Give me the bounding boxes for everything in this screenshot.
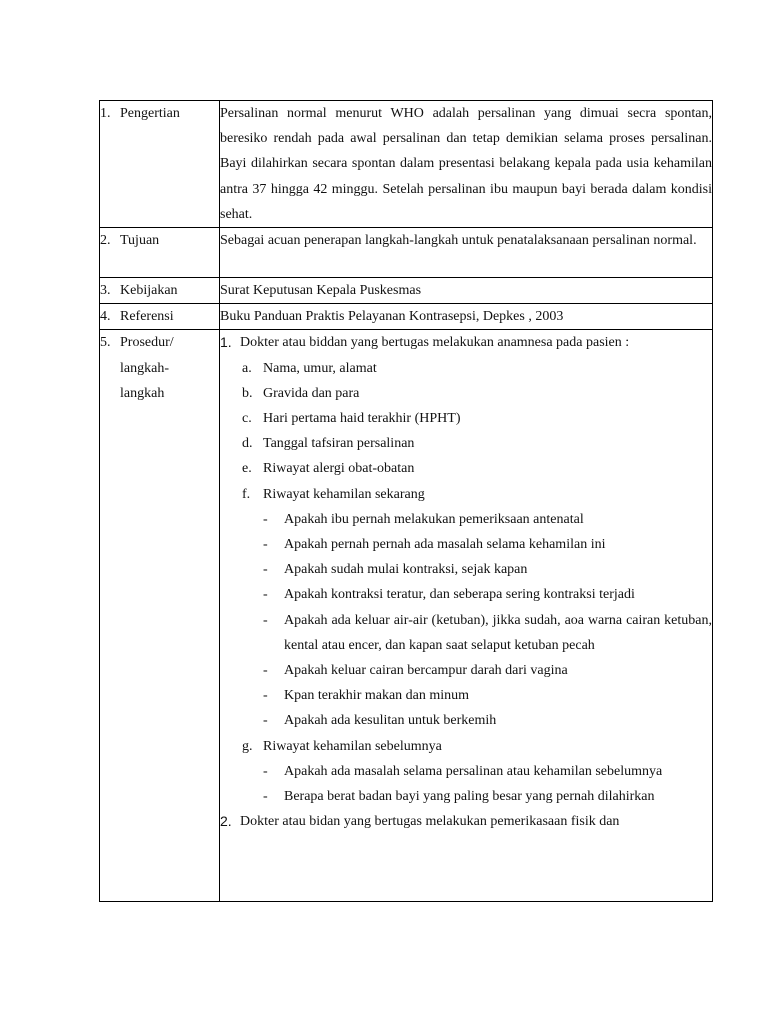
dash-item-text: Apakah pernah pernah ada masalah selama kehamilan ini xyxy=(284,537,606,553)
dash-item xyxy=(220,507,712,532)
row-label: Tujuan xyxy=(120,233,160,249)
list-item xyxy=(220,482,712,507)
dash-item xyxy=(220,658,712,683)
dash-item-text: Apakah sudah mulai kontraksi, sejak kapan xyxy=(284,562,528,578)
row-kebijakan xyxy=(100,278,713,304)
row-prosedur xyxy=(100,330,713,902)
dash-item-text: Apakah ada masalah selama persalinan atau kehamilan sebelumnya xyxy=(284,763,663,779)
list-item xyxy=(220,356,712,381)
dash-item-text: Apakah ada keluar air-air (ketuban), jikka sudah, aoa warna cairan ketuban, kental atau encer, dan kapan saat selaput ketuban pecah xyxy=(284,612,712,653)
dash-item xyxy=(220,557,712,582)
list-item xyxy=(220,381,712,406)
row-tujuan xyxy=(100,228,713,278)
dash-item xyxy=(220,608,712,658)
row-label-line: langkah xyxy=(120,385,165,401)
dash-item xyxy=(220,582,712,607)
dash-mark: - xyxy=(263,789,268,805)
dash-item-text: Apakah ibu pernah melakukan pemeriksaan antenatal xyxy=(284,511,584,527)
row-referensi xyxy=(100,304,713,330)
list-item xyxy=(220,734,712,759)
row-label-cell xyxy=(100,304,220,330)
dash-mark: - xyxy=(263,511,268,527)
list-item-letter: g. xyxy=(242,738,253,754)
row-content: Sebagai acuan penerapan langkah-langkah untuk penatalaksanaan persalinan normal. xyxy=(220,228,713,278)
row-number: 1. xyxy=(100,106,111,121)
row-label: Referensi xyxy=(120,309,174,325)
dash-mark: - xyxy=(263,537,268,553)
row-content: Buku Panduan Praktis Pelayanan Kontrasepsi, Depkes , 2003 xyxy=(220,304,713,330)
procedure-content xyxy=(220,330,713,902)
dash-mark: - xyxy=(263,562,268,578)
row-number: 5. xyxy=(100,335,111,351)
row-content: Persalinan normal menurut WHO adalah persalinan yang dimuai secra spontan, beresiko rendah pada awal persalinan dan tetap demikian selama proses persalinan. Bayi dilahirkan secara spontan dalam presentasi belakang kepala pada usia kehamilan antra 37 hingga 42 minggu. Setelah persalinan ibu maupun bayi berada dalam kondisi sehat. xyxy=(220,101,713,228)
step-2 xyxy=(220,809,712,834)
dash-item xyxy=(220,708,712,733)
list-item xyxy=(220,431,712,456)
row-number: 2. xyxy=(100,233,111,249)
list-item-text: Nama, umur, alamat xyxy=(263,360,377,376)
dash-item-text: Kpan terakhir makan dan minum xyxy=(284,688,470,704)
row-label-line: Prosedur/ xyxy=(120,335,174,351)
dash-item-text: Apakah kontraksi teratur, dan seberapa sering kontraksi terjadi xyxy=(284,587,635,603)
dash-item-text: Apakah ada kesulitan untuk berkemih xyxy=(284,713,497,729)
row-number: 4. xyxy=(100,309,111,325)
list-item-text: Riwayat kehamilan sekarang xyxy=(263,486,425,502)
dash-item-text: Apakah keluar cairan bercampur darah dari vagina xyxy=(284,663,568,679)
list-item-letter: a. xyxy=(242,360,252,376)
list-item xyxy=(220,406,712,431)
list-item-letter: c. xyxy=(242,411,252,427)
step-1 xyxy=(220,330,712,355)
list-item-text: Gravida dan para xyxy=(263,385,360,401)
row-label-cell xyxy=(100,101,220,228)
row-label-line: langkah- xyxy=(120,360,169,376)
procedure-table xyxy=(99,100,713,902)
step-text: Dokter atau biddan yang bertugas melakukan anamnesa pada pasien : xyxy=(240,335,630,351)
dash-mark: - xyxy=(263,713,268,729)
row-content: Surat Keputusan Kepala Puskesmas xyxy=(220,278,713,304)
list-item-letter: b. xyxy=(242,385,253,401)
dash-mark: - xyxy=(263,688,268,704)
dash-item-text: Berapa berat badan bayi yang paling besar yang pernah dilahirkan xyxy=(284,789,655,805)
row-label xyxy=(120,330,210,406)
step-number: 2. xyxy=(220,813,232,830)
dash-item xyxy=(220,784,712,809)
list-item-text: Riwayat alergi obat-obatan xyxy=(263,461,415,477)
list-item-letter: d. xyxy=(242,436,253,452)
row-label-cell xyxy=(100,330,220,902)
row-number: 3. xyxy=(100,283,111,299)
list-item-text: Riwayat kehamilan sebelumnya xyxy=(263,738,442,754)
dash-item xyxy=(220,532,712,557)
step-number: 1. xyxy=(220,334,232,351)
dash-mark: - xyxy=(263,763,268,779)
list-item-letter: e. xyxy=(242,461,252,477)
list-item xyxy=(220,456,712,481)
list-item-text: Tanggal tafsiran persalinan xyxy=(263,436,415,452)
row-label-cell xyxy=(100,228,220,278)
list-item-letter: f. xyxy=(242,486,251,502)
row-label: Pengertian xyxy=(120,106,180,121)
row-pengertian xyxy=(100,101,713,228)
dash-item xyxy=(220,683,712,708)
row-label: Kebijakan xyxy=(120,283,178,299)
procedure-clip xyxy=(220,330,712,901)
dash-mark: - xyxy=(263,587,268,603)
dash-mark: - xyxy=(263,612,268,628)
step-text: Dokter atau bidan yang bertugas melakukan pemerikasaan fisik dan xyxy=(240,814,620,830)
dash-mark: - xyxy=(263,663,268,679)
row-label-cell xyxy=(100,278,220,304)
list-item-text: Hari pertama haid terakhir (HPHT) xyxy=(263,411,461,427)
dash-item xyxy=(220,759,712,784)
